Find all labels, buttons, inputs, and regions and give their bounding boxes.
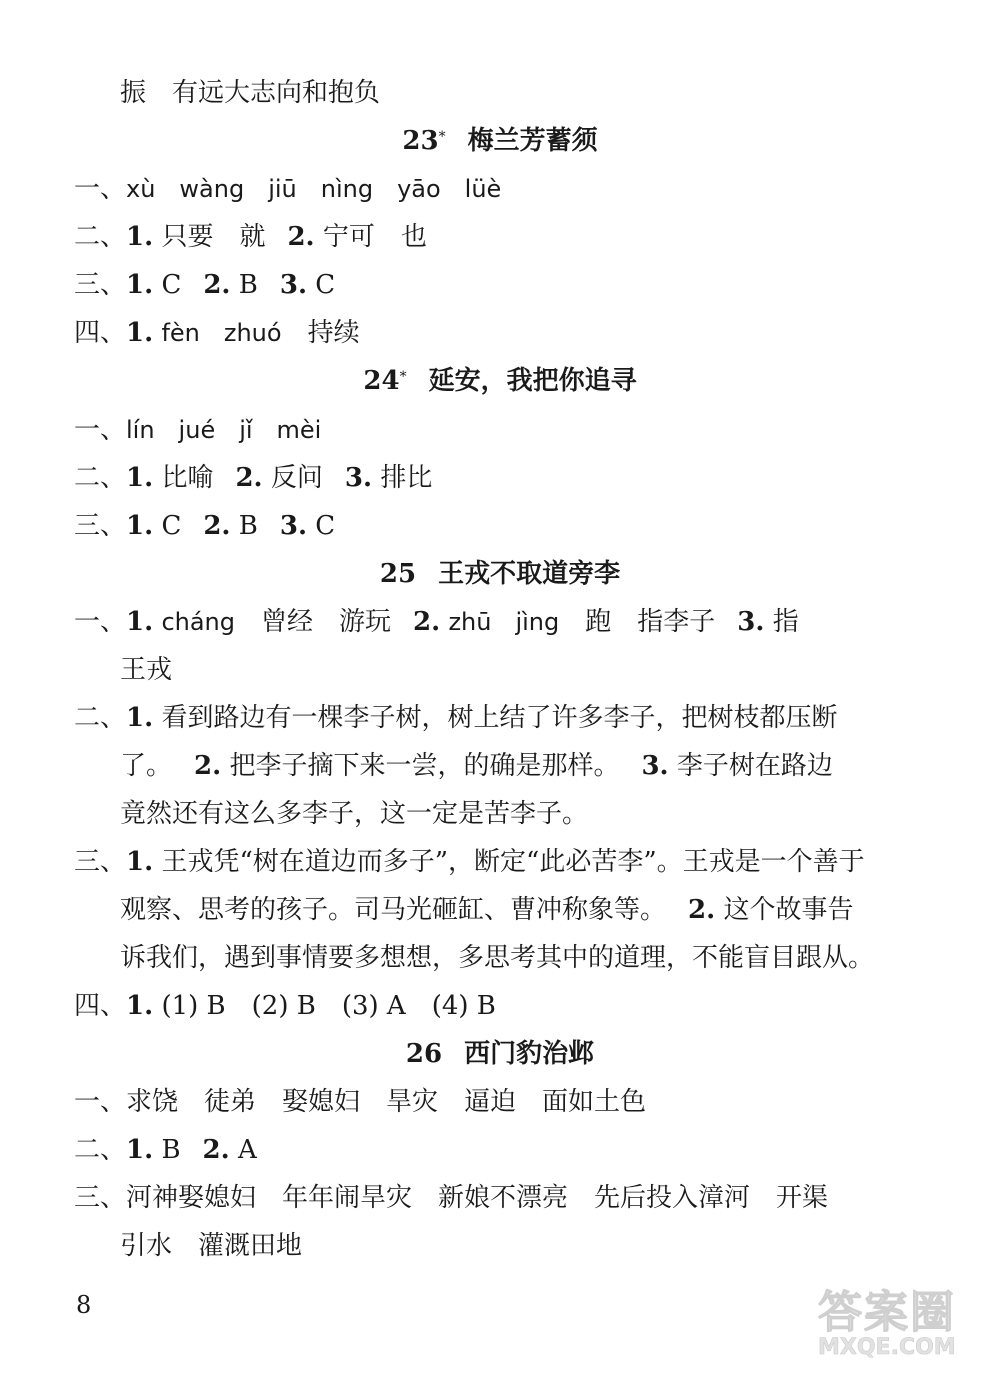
answer-text: C <box>315 270 336 300</box>
answer-line <box>74 506 335 546</box>
answer-text: B <box>238 511 258 541</box>
answer-line <box>74 1130 257 1170</box>
answer-text: 求饶 徒弟 娶媳妇 旱灾 逼迫 面如土色 <box>126 1087 647 1117</box>
answer-text: 反问 <box>270 463 323 493</box>
answer-text: C <box>161 270 182 300</box>
answer-text: B <box>238 270 258 300</box>
answer-line-continued <box>120 794 588 834</box>
answer-line <box>74 458 432 498</box>
section-number <box>402 126 445 156</box>
answer-text: 了。 <box>120 751 173 781</box>
section-number: 26 <box>405 1039 443 1069</box>
answer-text: 王戎 <box>120 655 173 685</box>
answer-text: 把李子摘下来一尝，的确是那样。 <box>229 751 620 781</box>
answer-text: 引水 灌溉田地 <box>120 1231 303 1261</box>
question-prefix: 三、 <box>74 1183 127 1213</box>
item-number: 2. <box>287 222 315 252</box>
section-title-text: 西门豹治邺 <box>464 1039 595 1069</box>
item-number: 1. <box>126 222 154 252</box>
item-number: 2. <box>688 895 716 925</box>
watermark-cn: 答案圈 <box>818 1287 956 1338</box>
question-prefix: 四、 <box>74 318 127 348</box>
answer-line-continued <box>120 1226 302 1266</box>
question-prefix: 二、 <box>74 703 127 733</box>
pinyin-answer: zhū jìng <box>448 608 560 636</box>
section-number-text: 23 <box>402 126 439 156</box>
answer-line <box>74 986 496 1026</box>
item-number: 3. <box>737 607 765 637</box>
section-number-text: 24 <box>363 366 400 396</box>
item-number: 1. <box>126 607 154 637</box>
answer-line <box>74 1178 828 1218</box>
pinyin-answer: lín jué jǐ mèi <box>126 416 322 444</box>
answer-text: 李子树在路边 <box>676 751 833 781</box>
answer-text: 竟然还有这么多李子，这一定是苦李子。 <box>120 799 589 829</box>
answer-line <box>74 410 321 450</box>
question-prefix: 二、 <box>74 222 127 252</box>
item-number: 3. <box>641 751 669 781</box>
section-title-text: 延安，我把你追寻 <box>428 366 637 396</box>
answer-line <box>74 265 335 305</box>
pinyin-answer: cháng <box>161 608 235 636</box>
optional-mark: * <box>438 129 446 145</box>
pinyin-answer: fèn zhuó <box>161 319 282 347</box>
section-number: 25 <box>379 559 417 589</box>
question-prefix: 二、 <box>74 1135 127 1165</box>
answer-text: 持续 <box>307 318 360 348</box>
item-number: 1. <box>126 1135 154 1165</box>
answer-text: C <box>315 511 336 541</box>
item-number: 1. <box>126 318 154 348</box>
question-prefix: 三、 <box>74 847 127 877</box>
answer-text: 振 有远大志向和抱负 <box>120 78 381 108</box>
answer-text: 诉我们，遇到事情要多想想，多思考其中的道理，不能盲目跟从。 <box>120 943 875 973</box>
section-title-26 <box>0 1034 1000 1074</box>
question-prefix: 二、 <box>74 463 127 493</box>
answer-text: 看到路边有一棵李子树，树上结了许多李子，把树枝都压断 <box>161 703 838 733</box>
answer-line <box>74 698 837 738</box>
section-number <box>363 366 406 396</box>
answer-text: 只要 就 <box>161 222 266 252</box>
answer-text: B <box>161 1135 181 1165</box>
answer-text: 这个故事告 <box>723 895 854 925</box>
item-number: 1. <box>126 847 154 877</box>
item-number: 3. <box>279 511 308 541</box>
item-number: 2. <box>202 1135 230 1165</box>
answer-text: (1) B (2) B (3) A (4) B <box>161 991 496 1021</box>
question-prefix: 一、 <box>74 607 127 637</box>
answer-line-continued <box>120 650 172 690</box>
answer-line <box>74 217 427 257</box>
item-number: 2. <box>203 270 231 300</box>
optional-mark: * <box>399 369 407 385</box>
answer-line <box>74 1082 646 1122</box>
item-number: 2. <box>194 751 222 781</box>
question-prefix: 一、 <box>74 415 127 445</box>
answer-text: 跑 指李子 <box>585 607 716 637</box>
item-number: 1. <box>126 703 154 733</box>
section-title-text: 梅兰芳蓄须 <box>467 126 598 156</box>
item-number: 1. <box>126 511 154 541</box>
answer-line <box>74 313 360 353</box>
answer-text: 曾经 游玩 <box>261 607 392 637</box>
item-number: 3. <box>344 463 373 493</box>
section-title-24 <box>0 361 1000 401</box>
item-number: 2. <box>203 511 231 541</box>
item-number: 1. <box>126 463 154 493</box>
page-number: 8 <box>76 1291 92 1319</box>
answer-text: 王戎凭“树在道边而多子”，断定“此必苦李”。王戎是一个善于 <box>161 847 865 877</box>
item-number: 3. <box>279 270 308 300</box>
item-number: 1. <box>126 991 154 1021</box>
answer-text: 观察、思考的孩子。司马光砸缸、曹冲称象等。 <box>120 895 667 925</box>
watermark-en: MXQE.COM <box>818 1335 956 1360</box>
answer-text: C <box>161 511 182 541</box>
answer-text: 指 <box>772 607 799 637</box>
answer-text: 宁可 也 <box>322 222 427 252</box>
answer-text: 比喻 <box>161 463 214 493</box>
item-number: 2. <box>235 463 263 493</box>
question-prefix: 一、 <box>74 1087 127 1117</box>
answer-line <box>74 169 501 209</box>
answer-text: 河神娶媳妇 年年闹旱灾 新娘不漂亮 先后投入漳河 开渠 <box>126 1183 829 1213</box>
answer-text: 排比 <box>380 463 433 493</box>
answer-line <box>120 73 380 113</box>
answer-line-continued <box>120 746 833 786</box>
section-title-text: 王戎不取道旁李 <box>438 559 621 589</box>
item-number: 1. <box>126 270 154 300</box>
answer-line-continued <box>120 938 874 978</box>
section-title-25 <box>0 554 1000 594</box>
question-prefix: 三、 <box>74 270 127 300</box>
question-prefix: 四、 <box>74 991 127 1021</box>
question-prefix: 一、 <box>74 174 127 204</box>
answer-line-continued <box>120 890 853 930</box>
item-number: 2. <box>413 607 441 637</box>
section-title-23 <box>0 121 1000 161</box>
question-prefix: 三、 <box>74 511 127 541</box>
pinyin-answer: xù wàng jiū nìng yāo lüè <box>126 175 502 203</box>
answer-line <box>74 842 865 882</box>
answer-line <box>74 602 799 642</box>
watermark-logo <box>818 1287 990 1362</box>
answer-text: A <box>237 1135 257 1165</box>
